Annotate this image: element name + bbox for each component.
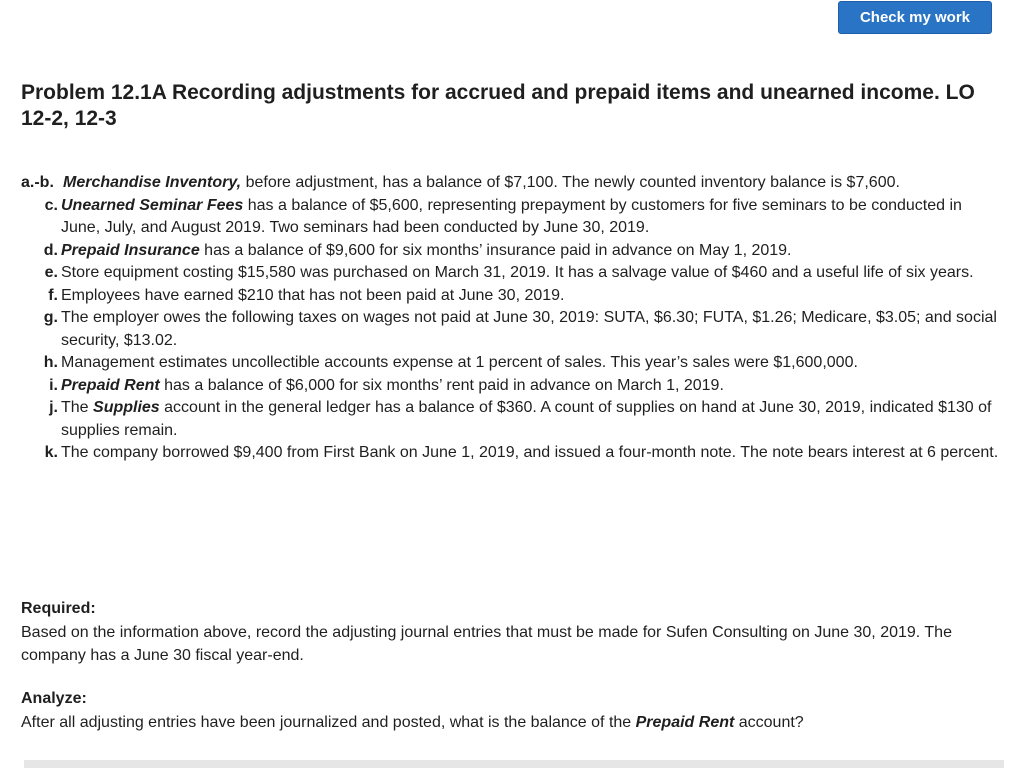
list-item [21,442,1001,465]
item-label: j. [49,399,58,416]
answer-panel-edge [24,760,1004,768]
item-prefix: The [61,399,94,416]
item-emphasis: Prepaid Insurance [61,241,200,259]
list-item [21,352,1001,375]
required-body: Based on the information above, record the adjusting journal entries that must be made for Sufen Consulting on June 30, 2019. The company has a June 30 fiscal year-end. [21,624,952,664]
problem-title: Problem 12.1A Recording adjustments for accrued and prepaid items and unearned income. LO 12-2, 12-3 [21,81,975,130]
item-text [61,375,1001,398]
list-item [21,240,1001,263]
analyze-body-emphasis: Prepaid Rent [635,714,735,731]
item-body: has a balance of $9,600 for six months’ insurance paid in advance on May 1, 2019. [199,241,792,259]
list-item [21,397,1001,442]
analyze-body-post: account? [734,714,804,731]
item-text [61,307,1001,352]
item-emphasis: Supplies [93,399,160,416]
item-label: g. [43,309,58,326]
problem-items-list [21,172,1001,465]
check-my-work-button[interactable]: Check my work [838,1,992,34]
item-label: k. [44,444,58,461]
item-label: f. [48,286,58,304]
item-body: account in the general ledger has a balance of $360. A count of supplies on hand at June 30, 2019, indicated $130 of supplies remain. [61,399,992,439]
item-text [61,397,1001,442]
item-text [61,442,1001,465]
analyze-body-pre: After all adjusting entries have been journalized and posted, what is the balance of the [21,714,636,731]
item-body: Management estimates uncollectible accounts expense at 1 percent of sales. This year’s sales were $1,600,000. [61,354,858,371]
list-item [21,285,1001,308]
list-item [21,172,1001,195]
list-item [21,262,1001,285]
item-text [61,285,1001,308]
item-body: Store equipment costing $15,580 was purchased on March 31, 2019. It has a salvage value of $460 and a useful life of six years. [61,264,974,281]
required-heading: Required: [21,600,96,617]
item-body: Employees have earned $210 that has not been paid at June 30, 2019. [61,286,565,304]
item-label: a.-b. [21,174,54,191]
item-label: h. [43,354,58,371]
item-text [61,240,1001,263]
analyze-body [21,711,981,734]
item-body: The company borrowed $9,400 from First Bank on June 1, 2019, and issued a four-month note. The note bears interest at 6 percent. [61,444,999,461]
item-emphasis: Merchandise Inventory, [63,174,242,191]
item-body: before adjustment, has a balance of $7,100. The newly counted inventory balance is $7,600. [241,174,900,191]
item-text [61,352,1001,375]
item-emphasis: Prepaid Rent [61,376,160,394]
item-text [61,195,1001,240]
list-item [21,307,1001,352]
item-text [61,262,1001,285]
item-label: d. [43,241,58,259]
item-label: i. [49,376,58,394]
item-label: e. [44,264,58,281]
item-label: c. [44,196,58,214]
item-body: has a balance of $6,000 for six months’ rent paid in advance on March 1, 2019. [159,376,724,394]
item-emphasis: Unearned Seminar Fees [61,196,244,214]
item-text [63,172,1001,195]
list-item [21,375,1001,398]
item-body: The employer owes the following taxes on wages not paid at June 30, 2019: SUTA, $6.30; FUTA, $1.26; Medicare, $3.05; and social security, $13.02. [61,309,997,349]
list-item [21,195,1001,240]
item-body: has a balance of $5,600, representing prepayment by customers for five seminars to be conducted in June, July, and August 2019. Two seminars had been conducted by June 30, 2019. [61,196,962,236]
analyze-heading: Analyze: [21,690,87,707]
